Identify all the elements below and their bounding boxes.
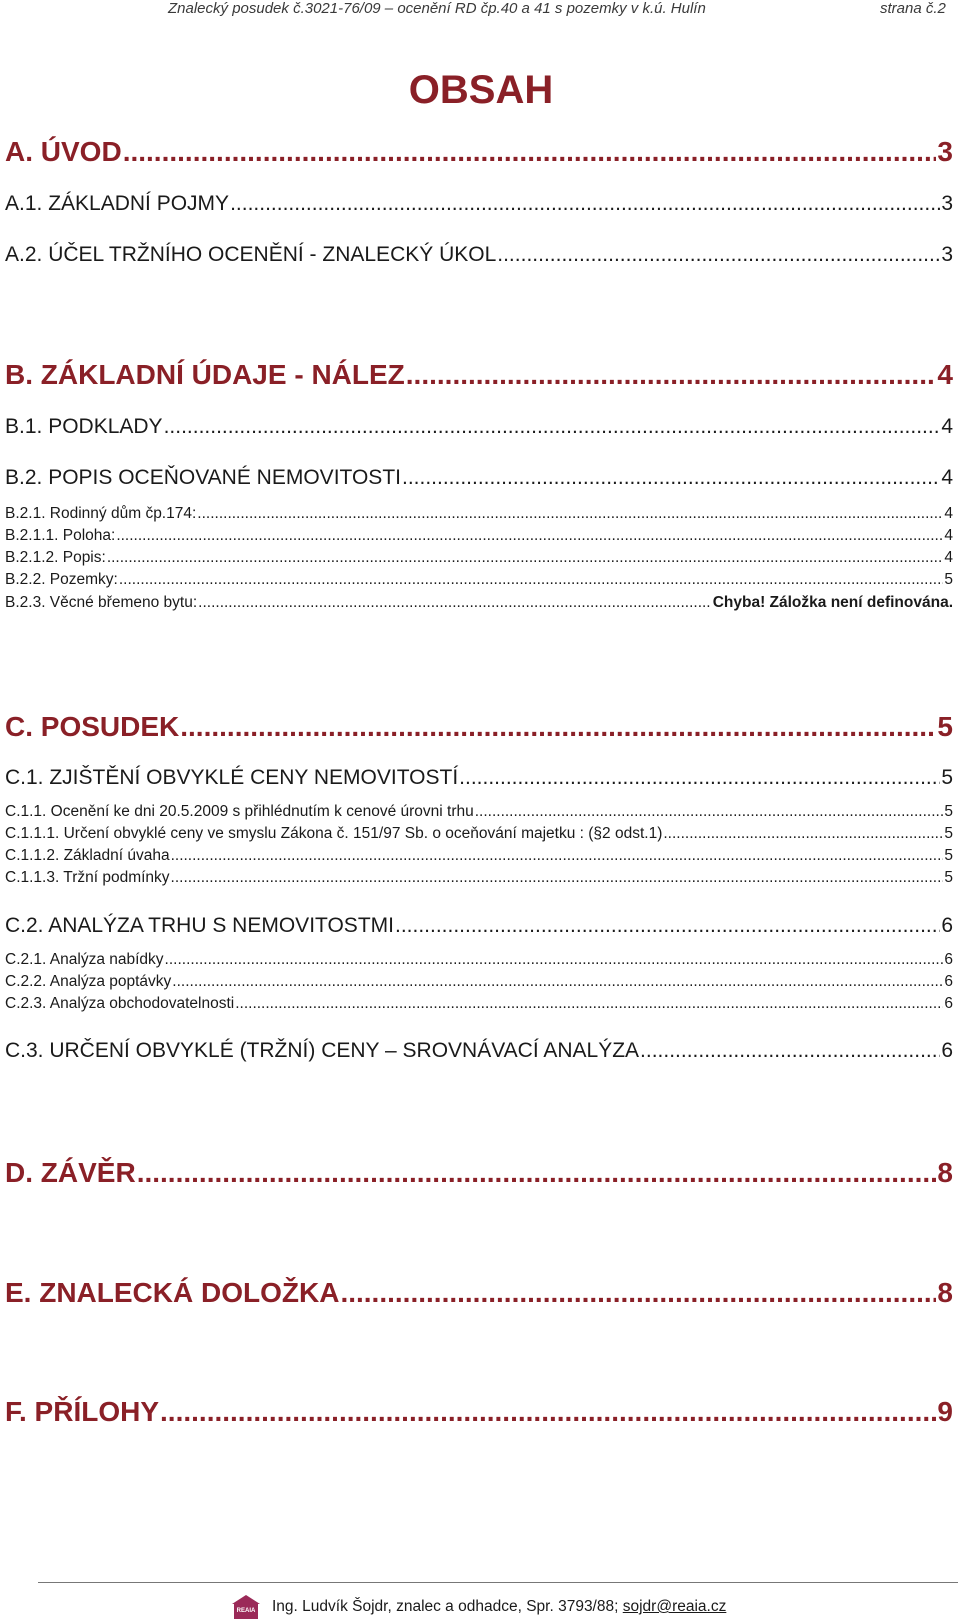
toc-entry-page: 4 [937,359,953,390]
toc-entry-label: A.1. ZÁKLADNÍ POJMY [5,192,230,215]
toc-entry-label: C.1.1.1. Určení obvyklé ceny ve smyslu Zákona č. 151/97 Sb. o oceňování majetku : (§2 odst.1) [5,825,663,842]
toc-entry-label: C.2. ANALÝZA TRHU S NEMOVITOSTMI [5,914,394,937]
toc-entry[interactable] [5,766,953,790]
toc-entry-label: C.2.1. Analýza nabídky [5,951,164,968]
toc-entry-page: 4 [944,527,953,544]
toc-entry[interactable] [5,594,953,612]
logo-box: REAIA [234,1604,258,1619]
toc-leader-dots [107,549,944,567]
toc-entry-label: C.2.3. Analýza obchodovatelnosti [5,995,235,1012]
page-header [0,0,960,18]
toc-entry[interactable] [5,505,953,523]
toc-entry-label: C.2.2. Analýza poptávky [5,973,172,990]
toc-entry-page: 4 [941,415,953,438]
toc-entry-page: 9 [937,1396,953,1427]
toc-entry[interactable] [5,847,953,865]
toc-entry-page: 3 [941,243,953,266]
toc-entry-page: 8 [937,1277,953,1308]
toc-leader-dots [340,1277,936,1309]
logo-roof-shape [232,1595,260,1604]
toc-leader-dots [123,136,937,168]
toc-entry-label: C.1.1. Ocenění ke dni 20.5.2009 s přihlédnutím k cenové úrovni trhu [5,803,474,820]
toc-entry-label: B.1. PODKLADY [5,415,163,438]
toc-entry-page: 5 [944,803,953,820]
toc-leader-dots [235,995,943,1013]
toc-entry-label: C.3. URČENÍ OBVYKLÉ (TRŽNÍ) CENY – SROVNÁVACÍ ANALÝZA [5,1039,640,1062]
toc-entry-page: 4 [944,505,953,522]
toc-entry[interactable] [5,192,953,216]
toc-entry-label: B.2.1. Rodinný dům čp.174: [5,505,197,522]
toc-entry-label: B.2.2. Pozemky: [5,571,118,588]
toc-entry-page: 4 [944,549,953,566]
toc-leader-dots [406,359,937,391]
toc-entry-page: 8 [937,1157,953,1188]
toc-entry-label: D. ZÁVĚR [5,1157,136,1188]
toc-leader-dots [180,711,936,743]
toc-leader-dots [640,1039,940,1063]
toc-entry-label: C. POSUDEK [5,711,180,742]
toc-leader-dots [459,766,940,790]
toc-leader-dots [497,243,940,267]
toc-entry-label: C.1. ZJIŠTĚNÍ OBVYKLÉ CENY NEMOVITOSTÍ [5,766,459,789]
toc-leader-dots [165,951,944,969]
toc-entry-label: A.2. ÚČEL TRŽNÍHO OCENĚNÍ - ZNALECKÝ ÚKOL [5,243,497,266]
toc-leader-dots [119,571,944,589]
toc-entry[interactable] [5,549,953,567]
reaia-logo [232,1595,260,1619]
toc-entry[interactable] [5,1039,953,1063]
toc-entry[interactable] [5,571,953,589]
toc-entry[interactable] [5,869,953,887]
toc-entry-label: B.2.3. Věcné břemeno bytu: [5,594,198,611]
toc-entry[interactable] [5,825,953,843]
toc-entry-page: 5 [944,571,953,588]
footer-author: Ing. Ludvík Šojdr, znalec a odhadce, Spr. 3793/88; [272,1598,619,1615]
toc-entry-page: 5 [944,847,953,864]
toc-leader-dots [475,803,944,821]
toc-entry[interactable] [5,711,953,743]
header-document-title: Znalecký posudek č.3021-76/09 – ocenění RD čp.40 a 41 s pozemky v k.ú. Hulín [168,0,706,17]
toc-entry[interactable] [5,359,953,391]
toc-entry-page: 3 [941,192,953,215]
header-page-number: strana č.2 [880,0,946,17]
toc-entry-page: 6 [944,951,953,968]
toc-entry-page: 6 [944,973,953,990]
toc-entry-page: 5 [944,825,953,842]
toc-leader-dots [197,505,943,523]
toc-entry-page: 5 [941,766,953,789]
toc-entry-label: C.1.1.2. Základní úvaha [5,847,170,864]
toc-entry[interactable] [5,466,953,490]
toc-entry[interactable] [5,973,953,991]
toc-title [0,68,960,113]
toc-entry[interactable] [5,415,953,439]
toc-leader-dots [137,1157,937,1189]
toc-entry-page-error: Chyba! Záložka není definována. [712,594,953,611]
toc-entry[interactable] [5,1396,953,1428]
toc-entry-page: 4 [941,466,953,489]
toc-entry[interactable] [5,527,953,545]
toc-entry-label: A. ÚVOD [5,136,122,167]
toc-leader-dots [160,1396,936,1428]
toc-entry-label: F. PŘÍLOHY [5,1396,160,1427]
toc-leader-dots [171,869,944,887]
toc-entry-label: B. ZÁKLADNÍ ÚDAJE - NÁLEZ [5,359,405,390]
toc-entry[interactable] [5,1277,953,1309]
toc-entry-page: 6 [941,914,953,937]
toc-entry[interactable] [5,914,953,938]
toc-leader-dots [230,192,940,216]
toc-entry-page: 5 [944,869,953,886]
footer-email-link[interactable]: sojdr@reaia.cz [622,1598,727,1615]
toc-leader-dots [402,466,940,490]
toc-entry[interactable] [5,803,953,821]
toc-entry[interactable] [5,951,953,969]
toc-title-text: OBSAH [408,68,554,112]
toc-entry[interactable] [5,136,953,168]
toc-entry-page: 6 [944,995,953,1012]
toc-entry-label: B.2.1.2. Popis: [5,549,106,566]
toc-leader-dots [164,415,941,439]
toc-entry[interactable] [5,243,953,267]
toc-entry-page: 6 [941,1039,953,1062]
toc-leader-dots [116,527,943,545]
toc-entry[interactable] [5,1157,953,1189]
toc-entry-label: C.1.1.3. Tržní podmínky [5,869,170,886]
toc-entry-label: B.2.1.1. Poloha: [5,527,116,544]
toc-entry-page: 5 [937,711,953,742]
toc-entry-label: B.2. POPIS OCEŇOVANÉ NEMOVITOSTI [5,466,401,489]
toc-leader-dots [395,914,940,938]
toc-leader-dots [171,847,944,865]
toc-entry-label: E. ZNALECKÁ DOLOŽKA [5,1277,340,1308]
toc-leader-dots [663,825,943,843]
footer-divider [38,1582,958,1583]
page-footer [232,1594,726,1620]
toc-leader-dots [198,594,712,612]
toc-entry[interactable] [5,995,953,1013]
toc-entry-page: 3 [937,136,953,167]
toc-leader-dots [172,973,943,991]
